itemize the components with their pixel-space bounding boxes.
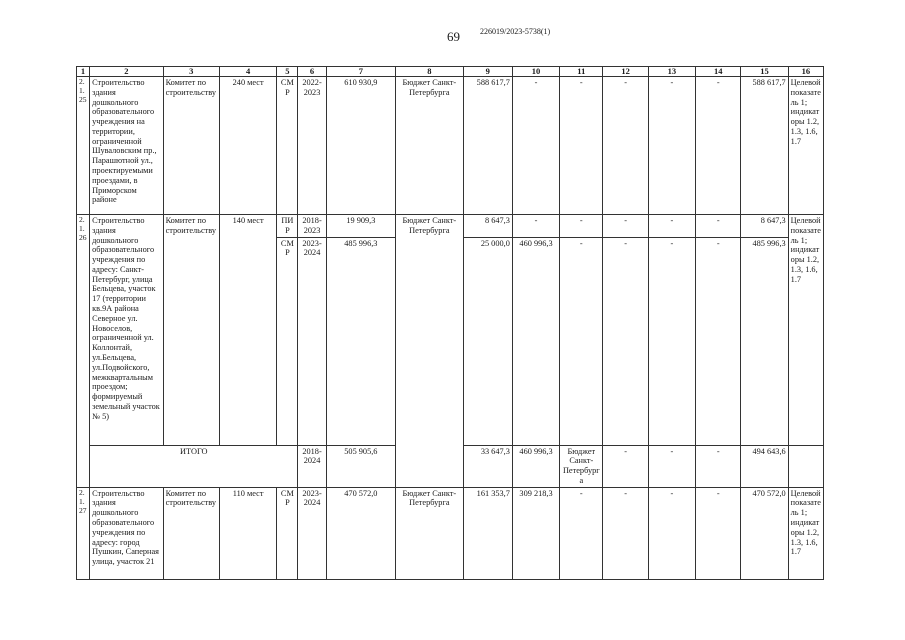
period: 2023-2024: [298, 487, 326, 579]
column-header: 10: [512, 67, 559, 77]
funding-source: Бюджет Санкт-Петербурга: [396, 77, 463, 215]
row-number: 2.1.26: [77, 215, 90, 488]
funding-source: Бюджет Санкт-Петербурга: [396, 487, 463, 579]
column-header: 7: [326, 67, 395, 77]
value-cell: 8 647,3: [463, 215, 512, 238]
value-cell: 25 000,0: [463, 237, 512, 445]
column-header: 14: [696, 67, 741, 77]
column-header: 4: [219, 67, 276, 77]
value-cell: -: [560, 77, 603, 215]
table-row: [77, 215, 824, 238]
value-cell: -: [696, 77, 741, 215]
empty-cell: [788, 445, 823, 487]
column-header: 3: [163, 67, 219, 77]
responsible-org: Комитет по строительству: [163, 77, 219, 215]
column-header: 8: [396, 67, 463, 77]
value-cell: 161 353,7: [463, 487, 512, 579]
value-cell: -: [648, 237, 695, 445]
total-label: ИТОГО: [90, 445, 298, 487]
period: 2022-2023: [298, 77, 326, 215]
total-cost: 485 996,3: [326, 237, 395, 445]
work-type: СМР: [277, 237, 298, 445]
object-name: Строительство здания дошкольного образовательного учреждения по адресу: Санкт-Петербург, улица Бельцева, участок 17 (территории кв.9А района Северное ул. Новоселов, ограниченной ул. Коллонтай, ул.Бельцева, ул.Подвойского, межквартальным проездом; формируемый земельный участок № 5): [90, 215, 163, 446]
period: 2018-2024: [298, 445, 326, 487]
responsible-org: Комитет по строительству: [163, 215, 219, 446]
column-header: 1: [77, 67, 90, 77]
table-row: [77, 487, 824, 579]
value-cell: -: [512, 77, 559, 215]
value-cell: -: [648, 445, 695, 487]
value-cell: -: [603, 487, 648, 579]
funding-source: Бюджет Санкт-Петербурга: [396, 215, 463, 488]
value-cell: 485 996,3: [741, 237, 788, 445]
value-cell: -: [603, 445, 648, 487]
value-cell: 8 647,3: [741, 215, 788, 238]
value-cell: -: [648, 487, 695, 579]
work-type: ПИР: [277, 215, 298, 238]
value-cell: -: [560, 237, 603, 445]
indicator-ref: Целевой показатель 1; индикаторы 1.2, 1.3, 1.6, 1.7: [788, 487, 823, 579]
value-cell: -: [648, 77, 695, 215]
period: 2023-2024: [298, 237, 326, 445]
column-header: 5: [277, 67, 298, 77]
column-header: 11: [560, 67, 603, 77]
value-cell: -: [560, 215, 603, 238]
value-cell: -: [696, 487, 741, 579]
column-header: 12: [603, 67, 648, 77]
capacity: 110 мест: [219, 487, 276, 579]
value-cell: 460 996,3: [512, 237, 559, 445]
value-cell: 309 218,3: [512, 487, 559, 579]
row-number: 2.1.27: [77, 487, 90, 579]
total-cost: 610 930,9: [326, 77, 395, 215]
value-cell: 460 996,3: [512, 445, 559, 487]
value-cell: -: [696, 445, 741, 487]
indicator-ref: Целевой показатель 1; индикаторы 1.2, 1.3, 1.6, 1.7: [788, 215, 823, 446]
capacity: 240 мест: [219, 77, 276, 215]
column-header: 2: [90, 67, 163, 77]
value-cell: -: [512, 215, 559, 238]
value-cell: 588 617,7: [741, 77, 788, 215]
value-cell: -: [603, 215, 648, 238]
column-header: 6: [298, 67, 326, 77]
document-id: 226019/2023-5738(1): [480, 27, 551, 36]
page-number: 69: [447, 29, 460, 44]
column-header: 13: [648, 67, 695, 77]
value-cell: Бюджет Санкт-Петербурга: [560, 445, 603, 487]
value-cell: -: [696, 237, 741, 445]
program-table: [76, 66, 824, 580]
column-header: 16: [788, 67, 823, 77]
responsible-org: Комитет по строительству: [163, 487, 219, 579]
value-cell: 33 647,3: [463, 445, 512, 487]
capacity: 140 мест: [219, 215, 276, 446]
column-header: 9: [463, 67, 512, 77]
table-row: [77, 77, 824, 215]
indicator-ref: Целевой показатель 1; индикаторы 1.2, 1.3, 1.6, 1.7: [788, 77, 823, 215]
value-cell: -: [560, 487, 603, 579]
total-cost: 19 909,3: [326, 215, 395, 238]
column-header: 15: [741, 67, 788, 77]
value-cell: 588 617,7: [463, 77, 512, 215]
period: 2018-2023: [298, 215, 326, 238]
value-cell: 470 572,0: [741, 487, 788, 579]
work-type: СМР: [277, 77, 298, 215]
value-cell: -: [696, 215, 741, 238]
row-number: 2.1.25: [77, 77, 90, 215]
value-cell: -: [603, 77, 648, 215]
total-cost: 505 905,6: [326, 445, 395, 487]
value-cell: -: [603, 237, 648, 445]
value-cell: 494 643,6: [741, 445, 788, 487]
object-name: Строительство здания дошкольного образовательного учреждения на территории, ограниченной Шуваловским пр., Парашютной ул., проектируемыми проездами, в Приморском районе: [90, 77, 163, 215]
value-cell: -: [648, 215, 695, 238]
object-name: Строительство здания дошкольного образовательного учреждения по адресу: город Пушкин, Саперная улица, участок 21: [90, 487, 163, 579]
header-row: [77, 67, 824, 77]
work-type: СМР: [277, 487, 298, 579]
total-cost: 470 572,0: [326, 487, 395, 579]
